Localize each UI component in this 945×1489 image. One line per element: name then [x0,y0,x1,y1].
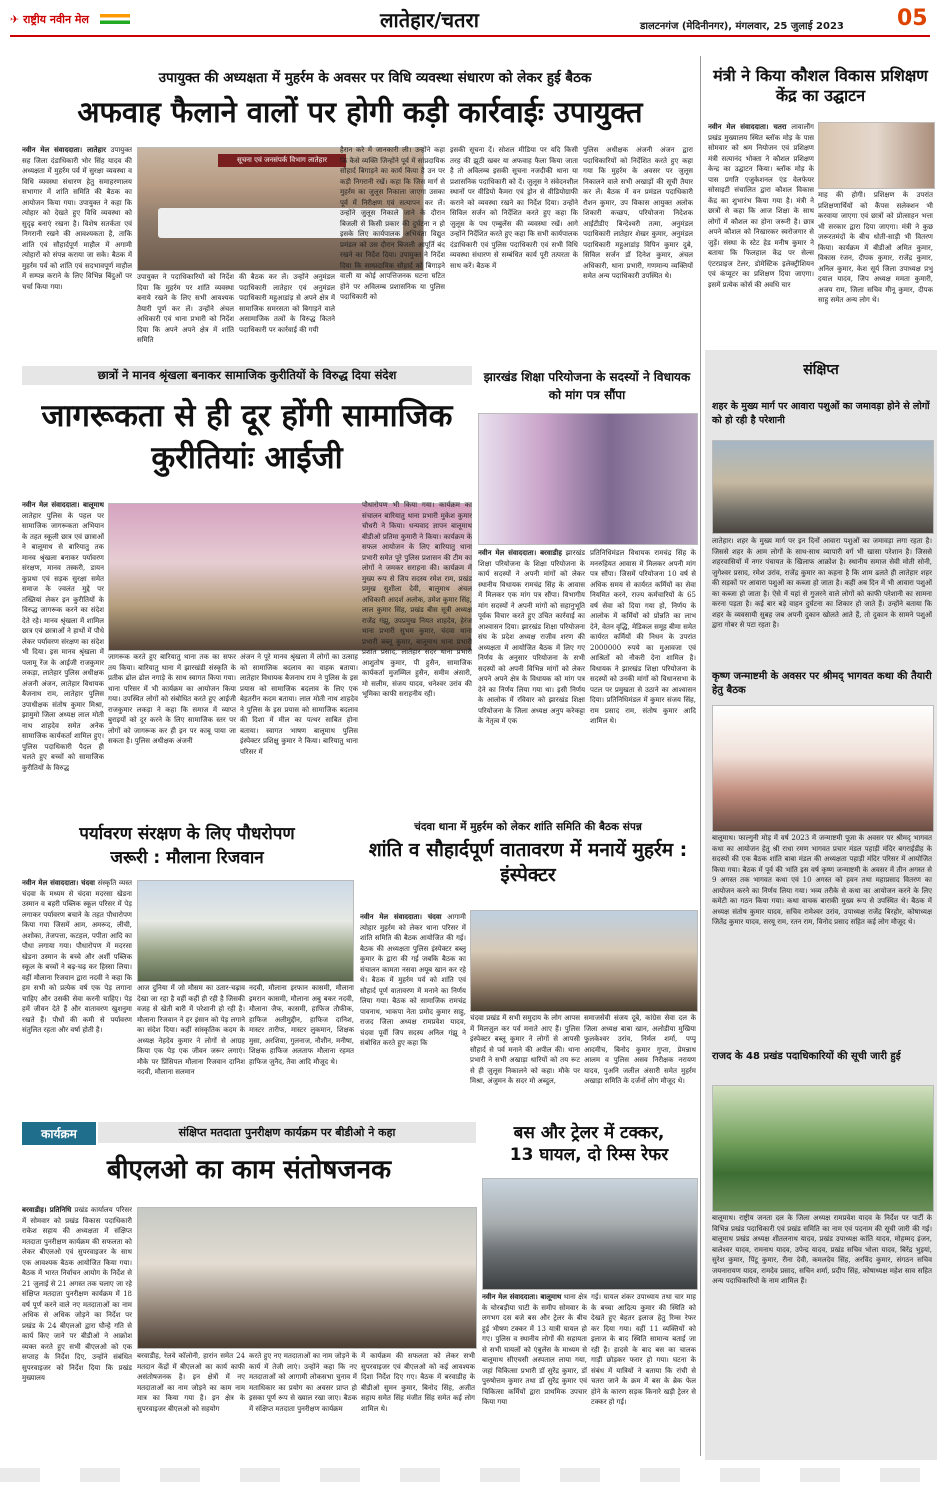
story5-headline [22,822,352,870]
sankship-item1-body: लातेहार। शहर के मुख्य मार्ग पर इन दिनों आवारा पशुओं का जमावड़ा लगा रहता है। जिससे शहर के आम लोगों के साथ-साथ व्यापारी वर्ग भी खासा परेशान है। जिससे शहरवासियों में नगर पंचायत के खिलाफ आक्रोश है। स्थानीय समाज सेवी मोती सोनी, जुगेश्वर प्रसाद, रमेश उरांव, राजेंद्र कुमार का कहना है कि शाम ढलते ही लातेहार शहर की सड़कों पर आवारा पशुओं का कब्जा हो जाता है। कहीं अब दिन में भी आवारा पशुओं का कब्जा हो जाता है। ऐसे में यहां से गुजरने वाले लोगों को काफी परेशानी का सामना करना पड़ता है। कई बार बड़े वाहन दुर्घटना का शिकार हो जाते हैं। उन्होंने बताया कि शहर के व्यवसायी सुबह जब अपनी दुकान खोलते आते हैं, तो दुकान के सामने पशुओं द्वारा गोबर से पटा रहता है। [712,537,932,629]
story2-col-b: माह की होगी। प्रशिक्षण के उपरांत प्रशिक्षणार्थियों को कैंपस सलेक्शन भी करवाया जाएगा एवं छात्रों को प्रोत्साहन भत्ता भी सरकार द्वारा दिया जाएगा। मंत्री ने कुछ जरूरतमंदों के बीच धोती-साड़ी भी वितरण किया। कार्यक्रम में बीडीओ अमित कुमार, विकास रंजन, दीपक कुमार, राजेंद्र कुमार, अनिल कुमार, केश सूर्य जिला उपाध्यक्ष प्रभु दयाल यादव, जिप अध्यक्ष ममता कुमारी, अजय राम, जिला सचिव मीनू कुमार, दीपक साहु समेत अन्य लोग थे। [818,191,933,304]
story1-col6: पुलिस अधीक्षक अंजनी अंजन द्वारा पदाधिकारियों को निर्देशित करते हुए कहा गया कि मुहर्रम के अवसर पर जुलूस निकालने वाले सभी अखाड़ों की सूची तैयार कर लें। बैठक में वन प्रमंडल पदाधिकारी रौशन कुमार, उप विकास आयुक्त अलोक शिकारी कच्छप, परियोजना निदेशक आईटीडीए बिन्देश्वरी तत्मा, अनुमंडल पदाधिकारी लातेहार शेखर कुमार, अनुमंडल पदाधिकारी महुआडांड़ विपिन कुमार दुबे, सिविल सर्जन डॉ दिनेश कुमार, अंचल अधिकारी, थाना प्रभारी, गणमान्य व्यक्तियों समेत अन्य पदाधिकारी उपस्थित थे। [583,146,693,280]
bird-icon: ✈ [10,13,20,26]
story3-byline: नवीन मेल संवाददाता। बालूमाथ [22,501,104,509]
story6-headline: शांति व सौहार्दपूर्ण वातावरण में मनायें मुहर्रम : इंस्पेक्टर [368,839,688,886]
story7-byline: बरवाडीह। प्रतिनिधि [22,1206,72,1214]
paper-logo [10,12,89,27]
story4-col1: नवीन मेल संवाददाता। बरवाडीह झारखंड शिक्षा परियोजना के शिक्षा परियोजना के कार्य सदस्यों ने अपनी मांगों को लेकर स्थानीय विधायक रामचंद्र सिंह के आवास में मिलकर एक मांग पत्र सौंपा। विभागीय मांग सदस्यों ने अपनी मांगों को सहानुभूति पूर्वक विचार करते हुए उचित कार्रवाई का आश्वासन दिया। झारखंड शिक्षा परियोजना संघ के प्रदेश अध्यक्ष राजीव शरण की अध्यक्षता में आयोजित बैठक में लिए गए निर्णय के अनुसार परियोजना के सभी सदस्यों को अपनी विभिन्न मांगों को लेकर अपने अपने क्षेत्र के विधायक को मांग पत्र देने का निर्णय लिया गया था। इसी निर्णय के आलोक में रविवार को झारखंड शिक्षा परियोजना के जिला अध्यक्ष अनुप करेकट्टा के नेतृत्व में एक [478,549,585,725]
story8-headline [482,1122,696,1166]
story7-col3: करते हुए नए मतदाताओं का नाम जोड़ने के कार्य में तेजी लाएं। उन्होंने कहा कि नए मतदाताओं को आगामी लोकसभा चुनाव में मताधिकार का प्रयोग का अवसर प्राप्त हो इसका पूर्ण रूप से ख्याल रखा जाए। बैठक में संक्षिप्त मतदाता पुनरीक्षण कार्यक्रम [249,1352,357,1413]
sankship-item1-headline: शहर के मुख्य मार्ग पर आवारा पशुओं का जमावड़ा होने से लोगों को हो रही है परेशानी [712,401,930,426]
sankship-item2-headline: कृष्ण जन्माष्टमी के अवसर पर श्रीमद् भागवत कथा की तैयारी हेतु बैठक [712,671,932,696]
story4-photo [478,413,698,545]
story3-col2: जागरूक करते हुए बारियातु थाना तक का सफर तय किया। बारियातु थाना में झारखंडी संस्कृति के प्रतीक ढोल ढोल नगाड़े के साथ स्वागत किया गया। थाना परिसर में भी कार्यक्रम का आयोजन किया गया। उपस्थित लोगों को संबोधित करते हुए आईजी राजकुमार लकड़ा ने कहा कि समाज में व्याप्त बुराइयों को दूर करने के लिए सामाजिक स्तर पर लोगों को जागरूक कर ही इन पर काबू पाया जा सकता है। पुलिस अधीक्षक अंजनी [108,653,236,745]
story3-headline: जागरूकता से ही दूर होंगी सामाजिक कुरीतियांः आईजी [41,398,453,476]
story1-headline: अफवाह फैलाने वालों पर होगी कड़ी कार्रवाईः उपायुक्त [77,95,643,129]
story5-headline-line1: पर्यावरण संरक्षण के लिए पौधरोपण [79,824,295,844]
story8-col2: गई। घायल शंकर उपाध्याय तथा चार माह के बच्चा आदित्य कुमार की स्थिति को देखते हुए बेहतर इलाज हेतु रिम्स रेफर कर दिया गया। वहीं 11 व्यक्तियों को इलाज के बाद स्थिति सामान्य बताई जा रही है। हादसे के बाद बस का चालक गाड़ी छोड़कर फरार हो गया। घटना के संबंध में यात्रियों ने बताया कि रांची से चतरा जाने के क्रम में बस के ब्रेक फेल होने के कारण सड़क किनारे खड़ी ट्रेलर से टक्कर हो गई। [591,1293,696,1406]
story5-headline-line2: जरूरी : मौलाना रिजवान [110,848,264,868]
story6-col3: समाजसेवी संजय दूबे, कांग्रेस सेवा दल के जिला अध्यक्ष बाबा खान, अलोडीया मुखिया फुलकेश्वर उरांव, निर्मल शर्मा, पप्पू आदमीच, बिनोद कुमार गुप्ता, प्रेमन्नाथ आलम व पुलिस असव निरीक्षक नरायण यादव, पुअनि जलील अंसारी समेत मुहर्रम अखाड़ा समिति के दर्जनों लोग मौजूद थे। [584,1014,696,1085]
dateline: डालटनगंज (मेदिनीनगर), मंगलवार, 25 जुलाई 2023 [640,21,844,32]
story1-col1: नवीन मेल संवाददाता। लातेहार उपायुक्त सह जिला दंडाधिकारी भोर सिंह यादव की अध्यक्षता में मुहर्रम पर्व में सुरक्षा व्यवस्था व विधि व्यवस्था संधारण हेतु समाहरणालय सभागार में शांति समिति की बैठक का आयोजन किया गया। उपायुक्त ने कहा कि त्योहार को देखते हुए विधि व्यवस्था को सुदृढ़ बनाएं रखना है। विशेष सतर्कता एवं निगरानी रखने की आवश्यकता है, ताकि शांति एवं सौहार्दपूर्ण माहौल में अगामी त्योहारों को संपन्न कराया जा सके। बैठक में मुहर्रम पर्व को शांति एवं सदभावपूर्ण माहौल में सम्पन्न कराने के लिए विभिन्न बिंदुओं पर चर्चा किया गया। [22,146,132,291]
sankship-item3-headline: राजद के 48 प्रखंड पदाधिकारियों की सूची जारी हुई [712,1051,901,1062]
story6-photo [470,910,698,1012]
page-number: 05 [897,6,928,31]
story5-photo [137,880,354,982]
story3-col1: नवीन मेल संवाददाता। बालूमाथ लातेहार पुलिस के पहल पर सामाजिक जागरूकता अभियान के तहत स्कूली छात्र एवं छात्राओं ने बालूमाथ से बारियातु तक मानव श्रृंखला बनाकर पर्यावरण संरक्षण, मानव तस्करी, डायन कुप्रथा एवं सड़क सुरक्षा समेत समाज के ज्वलंत मुद्दे पर तख्तियां लेकर इन कुरीतियों के विरुद्ध जागरूक करने का संदेश देते रहे। मानव श्रृंखला में शामिल छात्र एवं छात्राओं ने हाथों में पौधे लेकर पर्यावरण संरक्षण का संदेश भी दिया। इस मानव श्रृंखला में पलामू रेंज के आईजी राजकुमार लकड़ा, लातेहार पुलिस अधीक्षक अंजनी अंजन, लातेहार विधायक बैजनाथ राम, लातेहार पुलिस उपाधीक्षक संतोष कुमार मिश्रा, झामुमो जिला अध्यक्ष लाल मोती नाथ शाहदेव समेत अनेक सामाजिक कार्यकर्ता शामिल हुए। पुलिस पदाधिकारी पैदल ही चलते हुए बच्चों को सामाजिक कुरीतियों के विरुद्ध [22,501,104,772]
story5-col1: नवीन मेल संवाददाता। चंदवा संस्कृति व्यस्त चंदवा के मध्यम से चंदवा मदरसा खेडना उस्मान व बहरी पब्लिक स्कूल परिसर में पेड़ लगाकर पर्यावरण बचाने के तहत पौधारोपण किया गया जिसमें आम, अमरूद, लीची, अशोका, तेजपत्ता, कटहल, पपीता आदि का पौधा लगाया गया। पौधारोपण में मदरसा खेडना उस्मान के बच्चे और अर्शी पब्लिक स्कूल के बच्चों ने बढ़-चढ़ कर हिस्सा लिया। वहीं मौलाना रिजवान द्वारा नदवी ने कहा कि हम सभी को प्रत्येक वर्ष एक पेड़ लगाना चाहिए और उसकी सेवा करनी चाहिए। पेड़ हमें जीवन देते हैं और वातावरण खुशनुमा रखते हैं। पौधों की कमी से पर्यावरण संतुलित रहता और वर्षा होती है। [22,879,132,1034]
story3-kicker: छात्रों ने मानव श्रृंखला बनाकर सामाजिक कुरीतियों के विरुद्ध दिया संदेश [22,366,472,385]
sankship-label: संक्षिप्त [803,362,839,378]
masthead-rule [10,35,930,37]
story2-photo [818,122,935,189]
photo-banner: सूचना एवं जनसंपर्क विभाग लातेहार [218,154,346,167]
masthead-tricolor [100,14,130,24]
story8-col1: नवीन मेल संवाददाता। बालूमाथ थाना क्षेत्र के चोरबड़ीया घाटी के समीप सोमवार के लगभग दस बजे बस और ट्रेलर के बीच हुई भीषण टक्कर में 13 यात्री घायल हो गए। पुलिस व स्थानीय लोगों की सहायता से सभी घायलों को एंबुलेंस के माध्यम से बालूमाथ सीएचसी अस्पताल लाया गया, जहां चिकित्सा प्रभारी डॉ सुरेंद्र कुमार, डॉ पुरुषोत्तम कुमार तथा डॉ सुरेंद्र कुमार एवं चिकित्सा कर्मियों द्वारा प्राथमिक उपचार किया गया [482,1293,587,1406]
sankship-item2-body: बालूमाथ। फाल्गुनी मोड़ में वर्ष 2023 में जन्माष्टमी पूजा के अवसर पर श्रीमद् भागवत कथा का आयोजन हेतु श्री राधा रमण भागवत प्रचार मंडल पहाड़ी मंदिर बगराईडीह के सदस्यों की एक बैठक शांति बाबा मंडल की अध्यक्षता पहाड़ी मंदिर परिसर में आयोजित किया गया। बैठक में पूर्व की भांति इस वर्ष कृष्ण जन्माष्टमी के अवसर में तीन अगस्त से 9 अगस्त तक भागवत कथा एवं 10 अगस्त को हवन तथा महाप्रसाद वितरण का आयोजन करने का निर्णय लिया गया। भव्य तरीके से कथा का आयोजन करने के लिए कमेटी का गठन किया गया। कथा वाचक बाराकी मुख्य रूप से उपस्थित थे। बैठक में अध्यक्ष संतोष कुमार यादव, सचिव रामेश्वर उरांव, उपाध्यक्ष राजेंद्र बिरहोर, कोषाध्यक्ष जितेंद्र कुमार यादव, सरयू राम, रतन राम, विनोद प्रसाद सहित कई लोग मौजूद थे। [712,834,932,926]
story8-byline: नवीन मेल संवाददाता। बालूमाथ [482,1293,562,1301]
story6-byline: नवीन मेल संवाददाता। चंदवा [360,913,442,921]
story6-col2: चंदवा प्रखंड में सभी समुदाय के लोग आपस में मिलजुल कर पर्व मनाते आए हैं। पुलिस इंस्पेक्टर बब्लू कुमार ने लोगों से आपसी सौहार्द से पर्व मनाने की अपील की। थाना प्रभारी ने सभी अखाड़ा धारियों को तय रूट से ही जुलूस निकालने को कहा। मौके पर मिश्रा, अंजुमन के सदर मो अब्दुल, [470,1014,580,1085]
story8-headline-line2: 13 घायल, दो रिम्स रेफर [509,1145,669,1165]
story4-kicker: झारखंड शिक्षा परियोजना के सदस्यों ने विधायक को मांग पत्र सौंपा [483,370,691,402]
story4-byline: नवीन मेल संवाददाता। बरवाडीह [478,549,562,557]
story1-col2: उपायुक्त ने पदाधिकारियों को निर्देश दिया कि मुहर्रम पर शांति व्यवस्था बनाये रखने के लिए सभी आवश्यक तैयारी पूर्ण कर लें। उन्होंने अंचल अधिकारी एवं थाना प्रभारी को निर्देश दिया कि अपने अपने क्षेत्र में शांति समिति [137,273,234,344]
story2-headline: मंत्री ने किया कौशल विकास प्रशिक्षण केंद्र का उद्घाटन [713,66,928,105]
story4-col2: प्रतिनिधिमंडल विधायक रामचंद्र सिंह के मनरुहियत आवास में मिलकर अपनी मांग पत्र सौंपा। जिसमें परियोजना 10 वर्ष से अधिक समय से कार्यरत कर्मियों का सेवा नियमित करने, राज्य कर्मचारियों के 65 वर्ष सेवा को दिया गया हो, निर्णय के आलोक में कर्मियों को प्रोन्नति का लाभ देने, वेतन वृद्धि, मेडिकल समूह बीमा समेत कार्यरत कर्मियों की निधन के उपरांत 2000000 रुपये का मुआवजा एवं आश्रितों को नौकरी देना शामिल है। विधायक ने झारखंड शिक्षा परियोजना के सदस्यों को उनकी मांगों को विधानसभा के पटल पर प्रमुखता से उठाने का आश्वासन दिया। प्रतिनिधिमंडल में कुमार संजय सिंह, राम प्रसाद राम, संतोष कुमार आदि शामिल थे। [590,549,696,725]
story6-kicker: चंदवा थाना में मुहर्रम को लेकर शांति समिति की बैठक संपन्न [414,821,642,833]
story7-headline: बीएलओ का काम संतोषजनक [106,1155,392,1185]
paper-name: राष्ट्रीय नवीन मेल [23,13,89,26]
story2-col-a: नवीन मेल संवाददाता। चतरा लावालौंग प्रखंड मुख्यालय स्थित ब्लॉक मोड़ के पास सोमवार को श्रम नियोजन एवं प्रशिक्षण मंत्री सत्यानंद भोक्ता ने कौशल प्रशिक्षण केन्द्र का उद्घाटन किया। ब्लॉक मोड़ के पास प्रगति एजुकेशनल एंड वेलफेयर सोसाइटी संचालित द्वारा कौशल विकास केंद्र का शुभारंभ किया गया है। मंत्री ने छात्रों से कहा कि आज शिक्षा के साथ लोगों में कौशल का होना जरूरी है। छात्र अपने कौशल को निखारकर स्वरोजगार से जुड़ें। संस्था के स्टेट हेड मनीष कुमार ने बताया कि फिलहाल केंद्र पर सेल्स एंटरप्राइज टेलर, डोमेस्टिक इलेक्ट्रीशियन एवं कंप्यूटर का प्रशिक्षण दिया जाएगा। इसमें प्रत्येक कोर्स की अवधि चार [708,123,814,289]
story5-col3: नदवी, मौलाना इरफान कासमी, मौलाना इमरान कासमी, मौलाना अबु बकर नदवी, मौलाना जैफ, कासमी, हाफिज तौफीक, हाफिज अलीमुद्दीन, हाफिज दानिश, मास्टर तारीफ, मास्टर लुकमान, शिक्षक मुसा, अरशिया, गुलनाज, नौशीन, मनीषा, शिक्षक हाफिज अलताफ मौलाना रहमत हाफिज जुनैद, तैवा आदि मौजूद थे। [249,984,354,1066]
color-registration-strip [0,1468,945,1482]
story7-tag: कार्यक्रम [22,1122,96,1145]
story5-col2: आज दुनिया में जो मौसम का उतार-चढ़ाव देखा जा रहा है वहीं कहीं ही रही है जिसकी वजह से खेती बारी में परेशानी हो रही है। मौलाना रिजवान ने हर इंसान को पेड़ लगाने का संदेश दिया। कहीं सांस्कृतिक कदम के अध्यक्ष नेहदेव कुमार ने लोगों से आग्रह किया एक पेड़ एक जीवन जरूर लगाएं। मौके पर प्रिंसिपल मौलाना रिजवान दानिश नदवी, मौलाना सलमान [137,984,245,1076]
story1-col5: इसकी सूचना दें। सोशल मीडिया पर यदि किसी तरह की झूठी खबर या अफवाह फैला किया जाता है तो अविलम्ब इसकी सूचना नजदीकी थाना या प्रशासनिक पदाधिकारी को दें। जुलूस ने संवेदनशील स्थानों पर वीडियो कैमरा एवं ड्रोन से वीडियोग्राफी कराने को व्यवस्था रखने का निर्देश दिया। उन्होंने सिविल सर्जन को निर्देशित करते हुए कहा कि जुलूस के पथ एम्बुलेंस की व्यवस्था रखें। आगे उन्होंने निर्देशित करते हुए कहा कि सभी कार्यपालक दंडाधिकारी एवं पुलिस पदाधिकारी एवं सभी विधि व्यवस्था संधारण से सम्बंधित कार्य पूरी तत्परता के साथ करें। बैठक में [450,146,578,270]
sankship-item3-body: बालूमाथ। राष्ट्रीय जनता दल के जिला अध्यक्ष रामप्रवेश यादव के निर्देश पर पार्टी के विभिन्न प्रखंड पदाधिकारी एवं प्रखंड समिति का नाम एवं पदनाम की सूची जारी की गई। बालूमाथ प्रखंड अध्यक्ष शीतलनाथ यादव, प्रखंड उपाध्यक्ष कांति यादव, मोहम्मद इंजन, बालेश्वर यादव, रामनाथ यादव, उपेन्द्र यादव, प्रखंड सचिव भोला यादव, बिरेंद्र भुइयां, सुरेश कुमार, पिंटू कुमार, रीना देवी, कमलदेव सिंह, अरविंद कुमार, संगठन सचिव जयनारायण यादव, रामदेव प्रसाद, सचिन शर्मा, प्रदीप सिंह, कोषाध्यक्ष महेश साव सहित अन्य पदाधिकारियों के नाम शामिल हैं। [712,1214,932,1285]
masthead [0,0,945,38]
story1-kicker: उपायुक्त की अध्यक्षता में मुहर्रम के अवसर पर विधि व्यवस्था संधारण को लेकर हुई बैठक [158,70,592,86]
story7-photo [137,1207,477,1349]
story3-col3: अंजन ने पूरे मानव श्रृंखला में लोगों का उत्साह को सामाजिक बदलाव का वाहक बताया। लातेहार विधायक बैजनाथ राम ने पुलिस के इस प्रयास को सामाजिक बदलाव के लिए एक बेहतरीन कदम बताया। लाल मोती नाथ शाहदेव ने पुलिस के इस प्रयास को सामाजिक बदलाव की दिशा में मील का पत्थर साबित होना बताया। स्वागत भाषण बालूमाथ पुलिस इंस्पेक्टर प्रशिक्षु कुमार ने किया। बारियातु थाना परिसर में [240,653,358,756]
story7-kicker: संक्षिप्त मतदाता पुनरीक्षण कार्यक्रम पर बीडीओ ने कहा [98,1122,476,1143]
story7-col2: बरवाडीह, रेलवे कॉलोनी, हारांन समेत 24 मतदान केंद्रों में बीएलओ का कार्य काफी असंतोषजनक है। इन क्षेत्रों में नए मतदाताओं का नाम जोड़ने का काम नाम मात्र का किया गया है। इन क्षेत्र के सुपरवाइजर बीएलओ को सहयोग [137,1352,245,1413]
story8-photo [482,1178,698,1290]
story8-headline-line1: बस और ट्रेलर में टक्कर, [513,1123,665,1143]
story1-byline: नवीन मेल संवाददाता। लातेहार [22,146,106,154]
story1-col3: की बैठक कर लें। उन्होंने अनुमंडल पदाधिकारी लातेहार एवं अनुमंडल पदाधिकारी महुआडांड़ से अपने क्षेत्र में सामाजिक समरसता को बिगाड़ने वाले असामाजिक तत्वों के विरुद्ध कितने पदाधिकारी पर कार्रवाई की गयी [239,273,335,334]
section-title: लातेहार/चतरा [380,8,479,32]
sankship-item2-photo [712,705,934,832]
story7-col4: में कार्यक्रम की सफलता को लेकर सभी सुपरवाइजर एवं बीएलओ को कई आवश्यक दिशा निर्देश दिए गए। बैठक में बरवाडीह के बीडीओ सुमन कुमार, बिनोद सिंह, अजीत सहाय समेत सिंह मंजीत सिंह समेत कई लोग शामिल थे। [361,1352,475,1413]
story5-byline: नवीन मेल संवाददाता। चंदवा [22,879,95,887]
story7-col1: बरवाडीह। प्रतिनिधि प्रखंड कार्यालय परिसर में सोमवार को प्रखंड विकास पदाधिकारी राकेश सहाय की अध्यक्षता में संक्षिप्त मतदाता पुनरीक्षण कार्यक्रम की सफलता को लेकर बीएलओ एवं सुपरवाइजर के साथ एक आवश्यक बैठक आयोजित किया गया। बैठक में भारत निर्वाचन आयोग के निर्देश से 21 जुलाई से 21 अगस्त तक चलाए जा रहे संक्षिप्त मतदाता पुनरीक्षण कार्यक्रम में 18 वर्ष पूर्ण करने वाले नए मतदाताओं का नाम अधिक से अधिक जोड़ने का निर्देश पर प्रखंड के 24 बीएलओ द्वारा घौन्हे गति से कार्य किए जाने पर बीडीओ ने आक्रोश व्यक्त करते हुए सभी बीएलओ को एक सप्ताह के निर्देश दिए, उन्होंने संबंधित सुपरवाइजर को निर्देश दिया कि प्रखंड मुख्यालय [22,1206,132,1382]
story1-col4: हैरान करे में जानकारी ली। उन्होंने कहा कि कैसे व्यक्ति जिन्होंने पूर्व में सांप्रदायिक सौहार्द बिगाड़ने का कार्य किया है उन पर कड़ी निगरानी रखें। कहा कि जिस मार्ग से मुहर्रम का जुलूस निकाला जाएगा उसका पूर्व में निरीक्षण एवं सत्यापन कर लें। उन्होंने जुलूस निकाले जाने के दौरान बिजली से किसी प्रकार की दुर्घटना न हो इसके लिए कार्यपालक अभियंता विद्युत प्रमंडल को उस दौरान बिजली आपूर्ति बंद रखने का निर्देश दिया। उपायुक्त ने निर्देश दिया कि साम्प्रदायिक सौहार्द को बिगाड़ने वाली या कोई आपत्तिजनक घटना घटित होने पर अविलम्ब प्रशासनिक या पुलिस पदाधिकारी को [340,146,445,301]
story2-byline: नवीन मेल संवाददाता। चतरा [708,123,787,131]
sankship-item3-photo [712,1085,934,1212]
story6-col1: नवीन मेल संवाददाता। चंदवा आगामी त्योहार मुहर्रम को लेकर थाना परिसर में शांति समिति की बैठक आयोजित की गई। बैठक की अध्यक्षता पुलिस इंस्पेक्टर बब्लू कुमार के द्वारा की गई जबकि बैठक का संचालन कामता नसवा अयूब खान कर रहे थे। बैठक में मुहर्रम पर्व को शांति एवं सौहार्द पूर्ण वातावरण में मनाने का निर्णय लिया गया। बैठक को सामाजिक रामचंद्र पावनाथ, भाकपा नेता प्रमोद कुमार साहु, राजद जिला अध्यक्ष रामप्रवेश यादव, चंदवा पूर्वी जिप सदस्य अनिल गंझू ने संबोधित करते हुए कहा कि [360,913,466,1047]
sankship-item1-photo [712,440,934,534]
col-divider [700,56,701,1456]
story3-col4: पौधारोपण भी किया गया। कार्यक्रम का संचालन बारियातु थाना प्रभारी मुकेश कुमार चौधरी ने किया। धन्यवाद ज्ञापन बालूमाथ बीडीओ प्रतिमा कुमारी ने किया। कार्यक्रम के सफल आयोजन के लिए बारियातु थाना प्रभारी समेत पूरे पुलिस प्रशासन की टीम का लोगों ने जमकर सराहना की। कार्यक्रम में मुख्य रूप से जिप सदस्य रमेश राम, प्रखंड प्रमुख सुशीला देवी, बालूमाथ अंचल अधिकारी आदर्श अलोक, उमेश कुमार सिंह, लाल कुमार सिंह, प्रखंड बीस सूत्री अध्यक्ष राजेंद्र गंझू, उपप्रमुख नियत शाहदेव, हेरंज थाना प्रभारी सुभम कुमार, चंदवा थाना प्रभारी बब्लू कुमार, बालूमाथ थाना प्रभारी प्रशांत प्रसाद, लातेहार सदर थाना प्रभारी आशुतोष कुमार, पी हुसैन, सामाजिक कार्यकर्ता मुजम्मिल हुसैन, समीम अंसारी, मो सलीम, संजय यादव, धनेश्वर उरांव की भूमिका काफी सराहनीय रही। [362,501,472,698]
